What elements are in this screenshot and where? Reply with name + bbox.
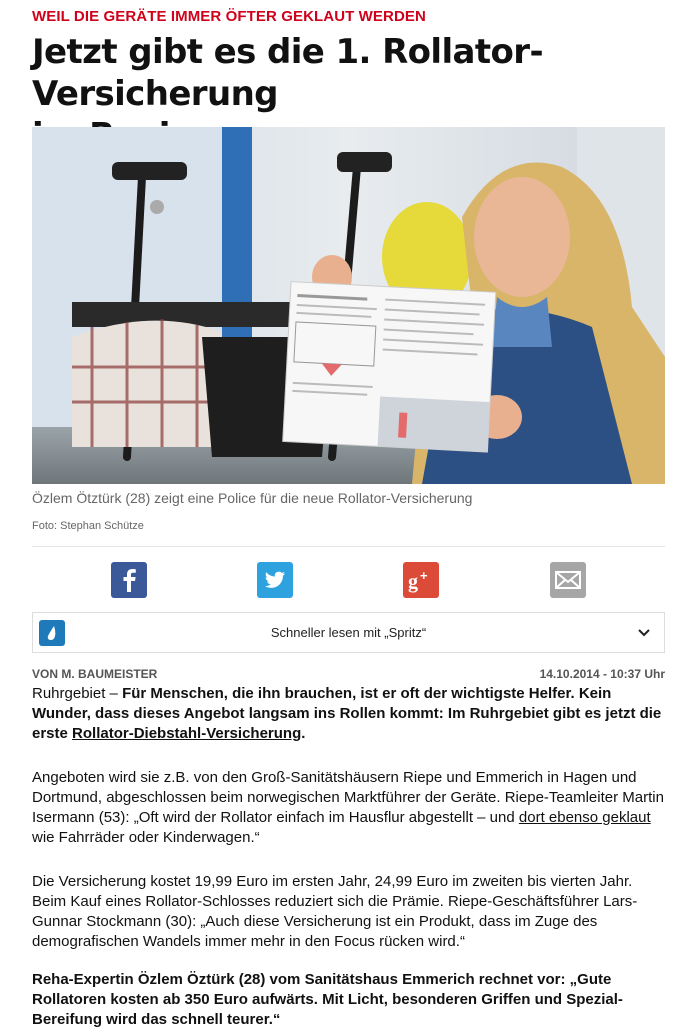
share-twitter-button[interactable] [257, 562, 293, 598]
article-kicker: WEIL DIE GERÄTE IMMER ÖFTER GEKLAUT WERDEN [32, 8, 426, 25]
article-lead-paragraph [32, 684, 668, 744]
google-plus-icon [403, 562, 439, 598]
facebook-icon [111, 562, 147, 598]
lead-location: Ruhrgebiet – [32, 685, 123, 702]
share-email-button[interactable] [550, 562, 586, 598]
svg-text:+: + [420, 568, 428, 583]
spritz-label: Schneller lesen mit „Spritz“ [270, 625, 427, 640]
lead-end: . [301, 725, 306, 742]
divider [32, 546, 665, 547]
paragraph-2-text-a: Angeboten wird sie z.B. von den Groß-Sanitätshäusern Riepe und Emmerich in Hagen und Dortmund, abgeschlossen beim norwegischen Marktführer der Geräte. Riepe-Teamleiter Martin Isermann (53): „Oft wird der Rollator einfach im Hausflur abgestellt – und [32, 769, 664, 826]
article-paragraph-2 [32, 768, 668, 848]
email-icon [550, 562, 586, 598]
chevron-down-icon [636, 624, 652, 640]
article-paragraph-3: Die Versicherung kostet 19,99 Euro im ersten Jahr, 24,99 Euro im zweiten bis vierten Jahr. Beim Kauf eines Rollator-Schlosses reduziert sich die Prämie. Riepe-Geschäftsführer Lars-Gunnar Stockmann (30): „Auch diese Versicherung ist ein Produkt, dass im Zuge des demografischen Wandels immer mehr in den Focus rücken wird.“ [32, 873, 638, 950]
paragraph-2-text-b: wie Fahrräder oder Kinderwagen.“ [32, 829, 260, 846]
theft-link[interactable]: dort ebenso geklaut [518, 809, 651, 826]
photo-illustration [32, 127, 665, 484]
headline-line-1: Jetzt gibt es die 1. Rollator-Versicherung [32, 32, 543, 114]
article-photo[interactable] [32, 127, 665, 484]
share-facebook-button[interactable] [111, 562, 147, 598]
svg-text:g: g [408, 571, 418, 593]
photo-credit: Foto: Stephan Schütze [32, 520, 144, 532]
spritz-reader-toggle[interactable] [32, 612, 665, 653]
article-paragraph-4: Reha-Expertin Özlem Öztürk (28) vom Sanitätshaus Emmerich rechnet vor: „Gute Rollatoren kosten ab 350 Euro aufwärts. Mit Licht, besonderen Griffen und Spezial-Bereifung wird das schnell teurer.“ [32, 971, 623, 1028]
photo-caption: Özlem Ötztürk (28) zeigt eine Police für die neue Rollator-Versicherung [32, 490, 473, 506]
twitter-icon [257, 562, 293, 598]
lead-text: Für Menschen, die ihn brauchen, ist er oft der wichtigste Helfer. Kein Wunder, dass dieses Angebot langsam ins Rollen kommt: Im Ruhrgebiet gibt es jetzt die erste [32, 685, 662, 742]
insurance-link[interactable]: Rollator-Diebstahl-Versicherung [72, 725, 302, 742]
article-author: VON M. BAUMEISTER [32, 667, 158, 681]
share-google-plus-button[interactable] [403, 562, 439, 598]
article-date: 14.10.2014 - 10:37 Uhr [539, 667, 665, 681]
